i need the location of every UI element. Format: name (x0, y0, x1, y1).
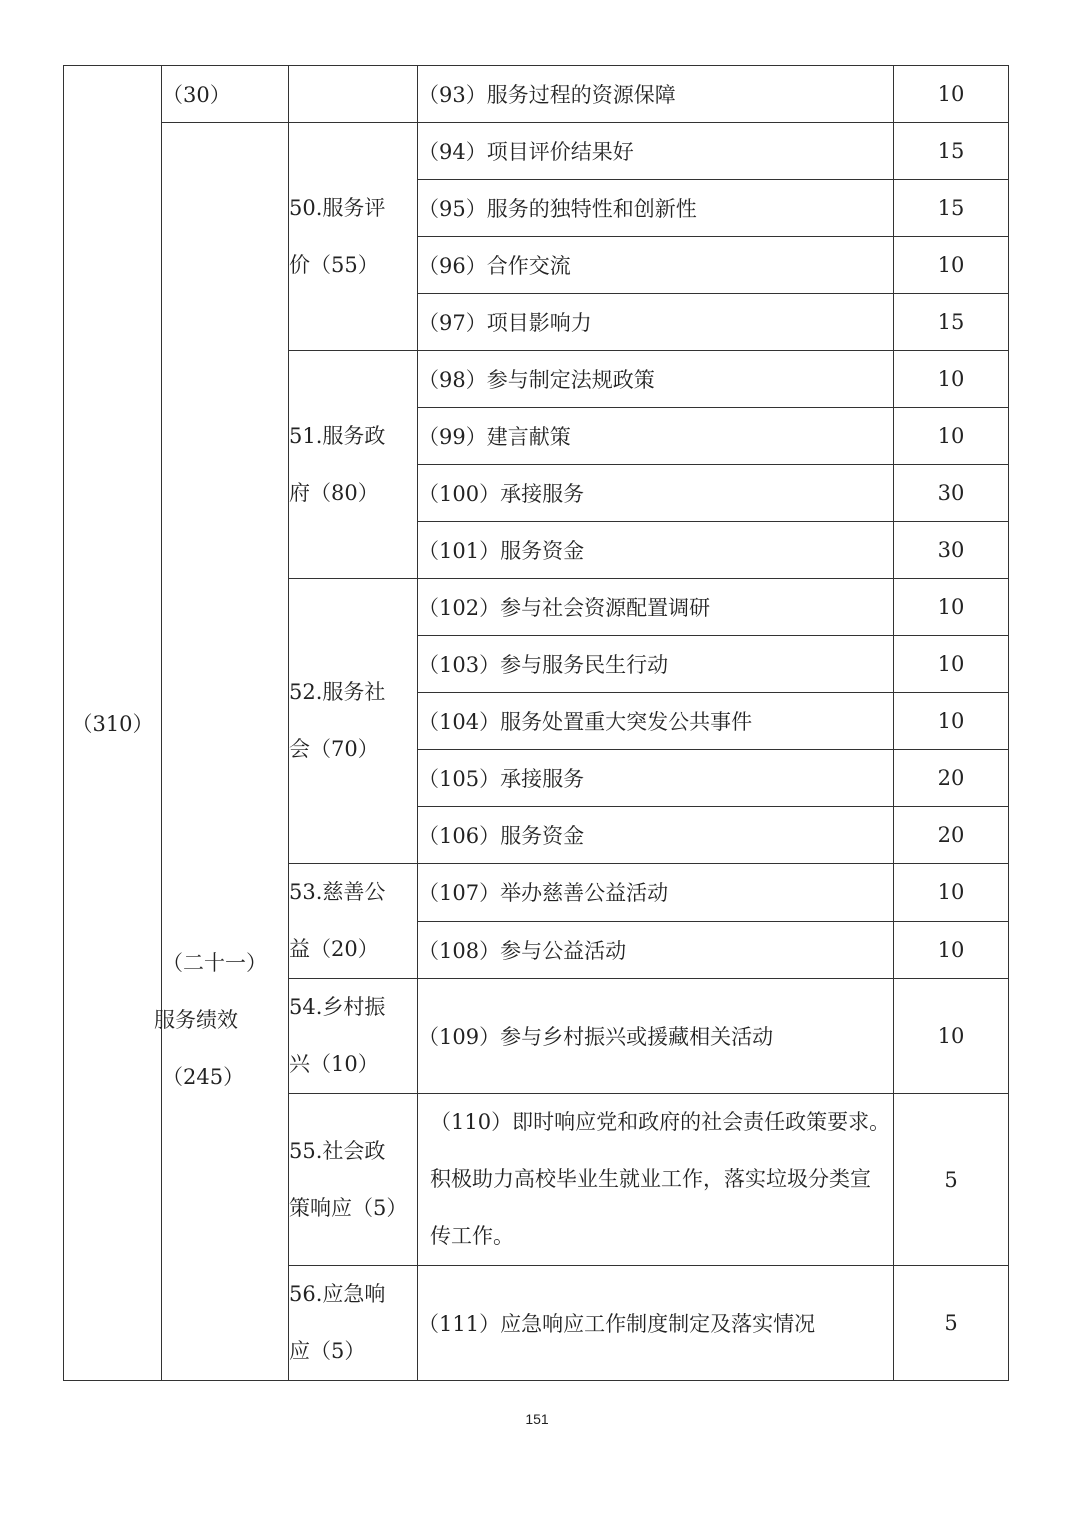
indicator-56-line-1: 56.应急响 (289, 1282, 386, 1306)
item-cell: （100）承接服务 (418, 465, 894, 522)
category-line-2: 服务绩效 (154, 1008, 238, 1032)
item-cell: （109）参与乡村振兴或援藏相关活动 (418, 979, 894, 1094)
score-cell: 10 (894, 921, 1009, 979)
indicator-51-line-2: 府（80） (289, 480, 379, 505)
score-cell: 20 (894, 750, 1009, 807)
item-cell: （101）服务资金 (418, 522, 894, 579)
total-score-value: （310） (71, 712, 154, 736)
item-cell: （94）项目评价结果好 (418, 123, 894, 180)
indicator-50-line-1: 50.服务评 (289, 195, 386, 220)
item-cell: （104）服务处置重大突发公共事件 (418, 693, 894, 750)
score-cell: 5 (894, 1266, 1009, 1381)
indicator-53-line-2: 益（20） (289, 937, 379, 961)
item-110-line-1: （110）即时响应党和政府的社会责任政策要求。 (430, 1110, 891, 1134)
category-line-1: （二十一） (162, 951, 267, 975)
indicator-55-line-2: 策响应（5） (289, 1195, 408, 1220)
indicator-cell-52 (289, 579, 418, 864)
item-cell: （97）项目影响力 (418, 294, 894, 351)
score-cell: 10 (894, 864, 1009, 922)
score-cell: 30 (894, 465, 1009, 522)
indicator-54-line-1: 54.乡村振 (289, 995, 386, 1019)
indicator-cell-51 (289, 351, 418, 579)
item-cell: （105）承接服务 (418, 750, 894, 807)
item-cell: （98）参与制定法规政策 (418, 351, 894, 408)
score-cell: 5 (894, 1094, 1009, 1266)
score-cell: 15 (894, 180, 1009, 237)
total-score-cell (64, 66, 162, 1381)
indicator-cell-53 (289, 864, 418, 979)
scoring-table (63, 65, 1009, 1381)
item-cell: （108）参与公益活动 (418, 921, 894, 979)
indicator-cell-55 (289, 1094, 418, 1266)
score-cell: 15 (894, 294, 1009, 351)
indicator-50-line-2: 价（55） (289, 252, 379, 277)
indicator-cell-50 (289, 123, 418, 351)
table-row (64, 123, 1009, 180)
item-cell: （93）服务过程的资源保障 (418, 66, 894, 123)
score-cell: 20 (894, 807, 1009, 864)
indicator-52-line-1: 52.服务社 (289, 680, 386, 704)
table-row (64, 66, 1009, 123)
item-cell: （106）服务资金 (418, 807, 894, 864)
score-cell: 10 (894, 636, 1009, 693)
category-cell (154, 123, 289, 1381)
empty-cell (289, 66, 418, 123)
item-cell: （102）参与社会资源配置调研 (418, 579, 894, 636)
score-cell: 15 (894, 123, 1009, 180)
item-110-line-3: 传工作。 (430, 1224, 514, 1248)
indicator-55-line-1: 55.社会政 (289, 1138, 386, 1163)
indicator-56-line-2: 应（5） (289, 1339, 366, 1363)
category-line-3: （245） (162, 1065, 245, 1089)
score-cell: 10 (894, 351, 1009, 408)
item-110-line-2: 积极助力高校毕业生就业工作，落实垃圾分类宣 (430, 1167, 871, 1191)
item-cell: （95）服务的独特性和创新性 (418, 180, 894, 237)
item-cell: （107）举办慈善公益活动 (418, 864, 894, 922)
item-cell: （96）合作交流 (418, 237, 894, 294)
score-cell: 10 (894, 408, 1009, 465)
item-cell: （103）参与服务民生行动 (418, 636, 894, 693)
page-number: 151 (525, 1411, 549, 1427)
subtotal-cell (162, 66, 289, 123)
indicator-cell-56 (289, 1266, 418, 1381)
indicator-53-line-1: 53.慈善公 (289, 880, 386, 904)
indicator-52-line-2: 会（70） (289, 737, 379, 761)
score-cell: 10 (894, 579, 1009, 636)
score-cell: 30 (894, 522, 1009, 579)
item-cell: （99）建言献策 (418, 408, 894, 465)
score-cell: 10 (894, 693, 1009, 750)
item-cell: （111）应急响应工作制度制定及落实情况 (418, 1266, 894, 1381)
item-cell (418, 1094, 894, 1266)
score-cell: 10 (894, 979, 1009, 1094)
indicator-51-line-1: 51.服务政 (289, 423, 386, 448)
indicator-cell-54 (289, 979, 418, 1094)
subtotal-value: （30） (162, 83, 231, 107)
indicator-54-line-2: 兴（10） (289, 1052, 379, 1076)
score-cell: 10 (894, 66, 1009, 123)
score-cell: 10 (894, 237, 1009, 294)
